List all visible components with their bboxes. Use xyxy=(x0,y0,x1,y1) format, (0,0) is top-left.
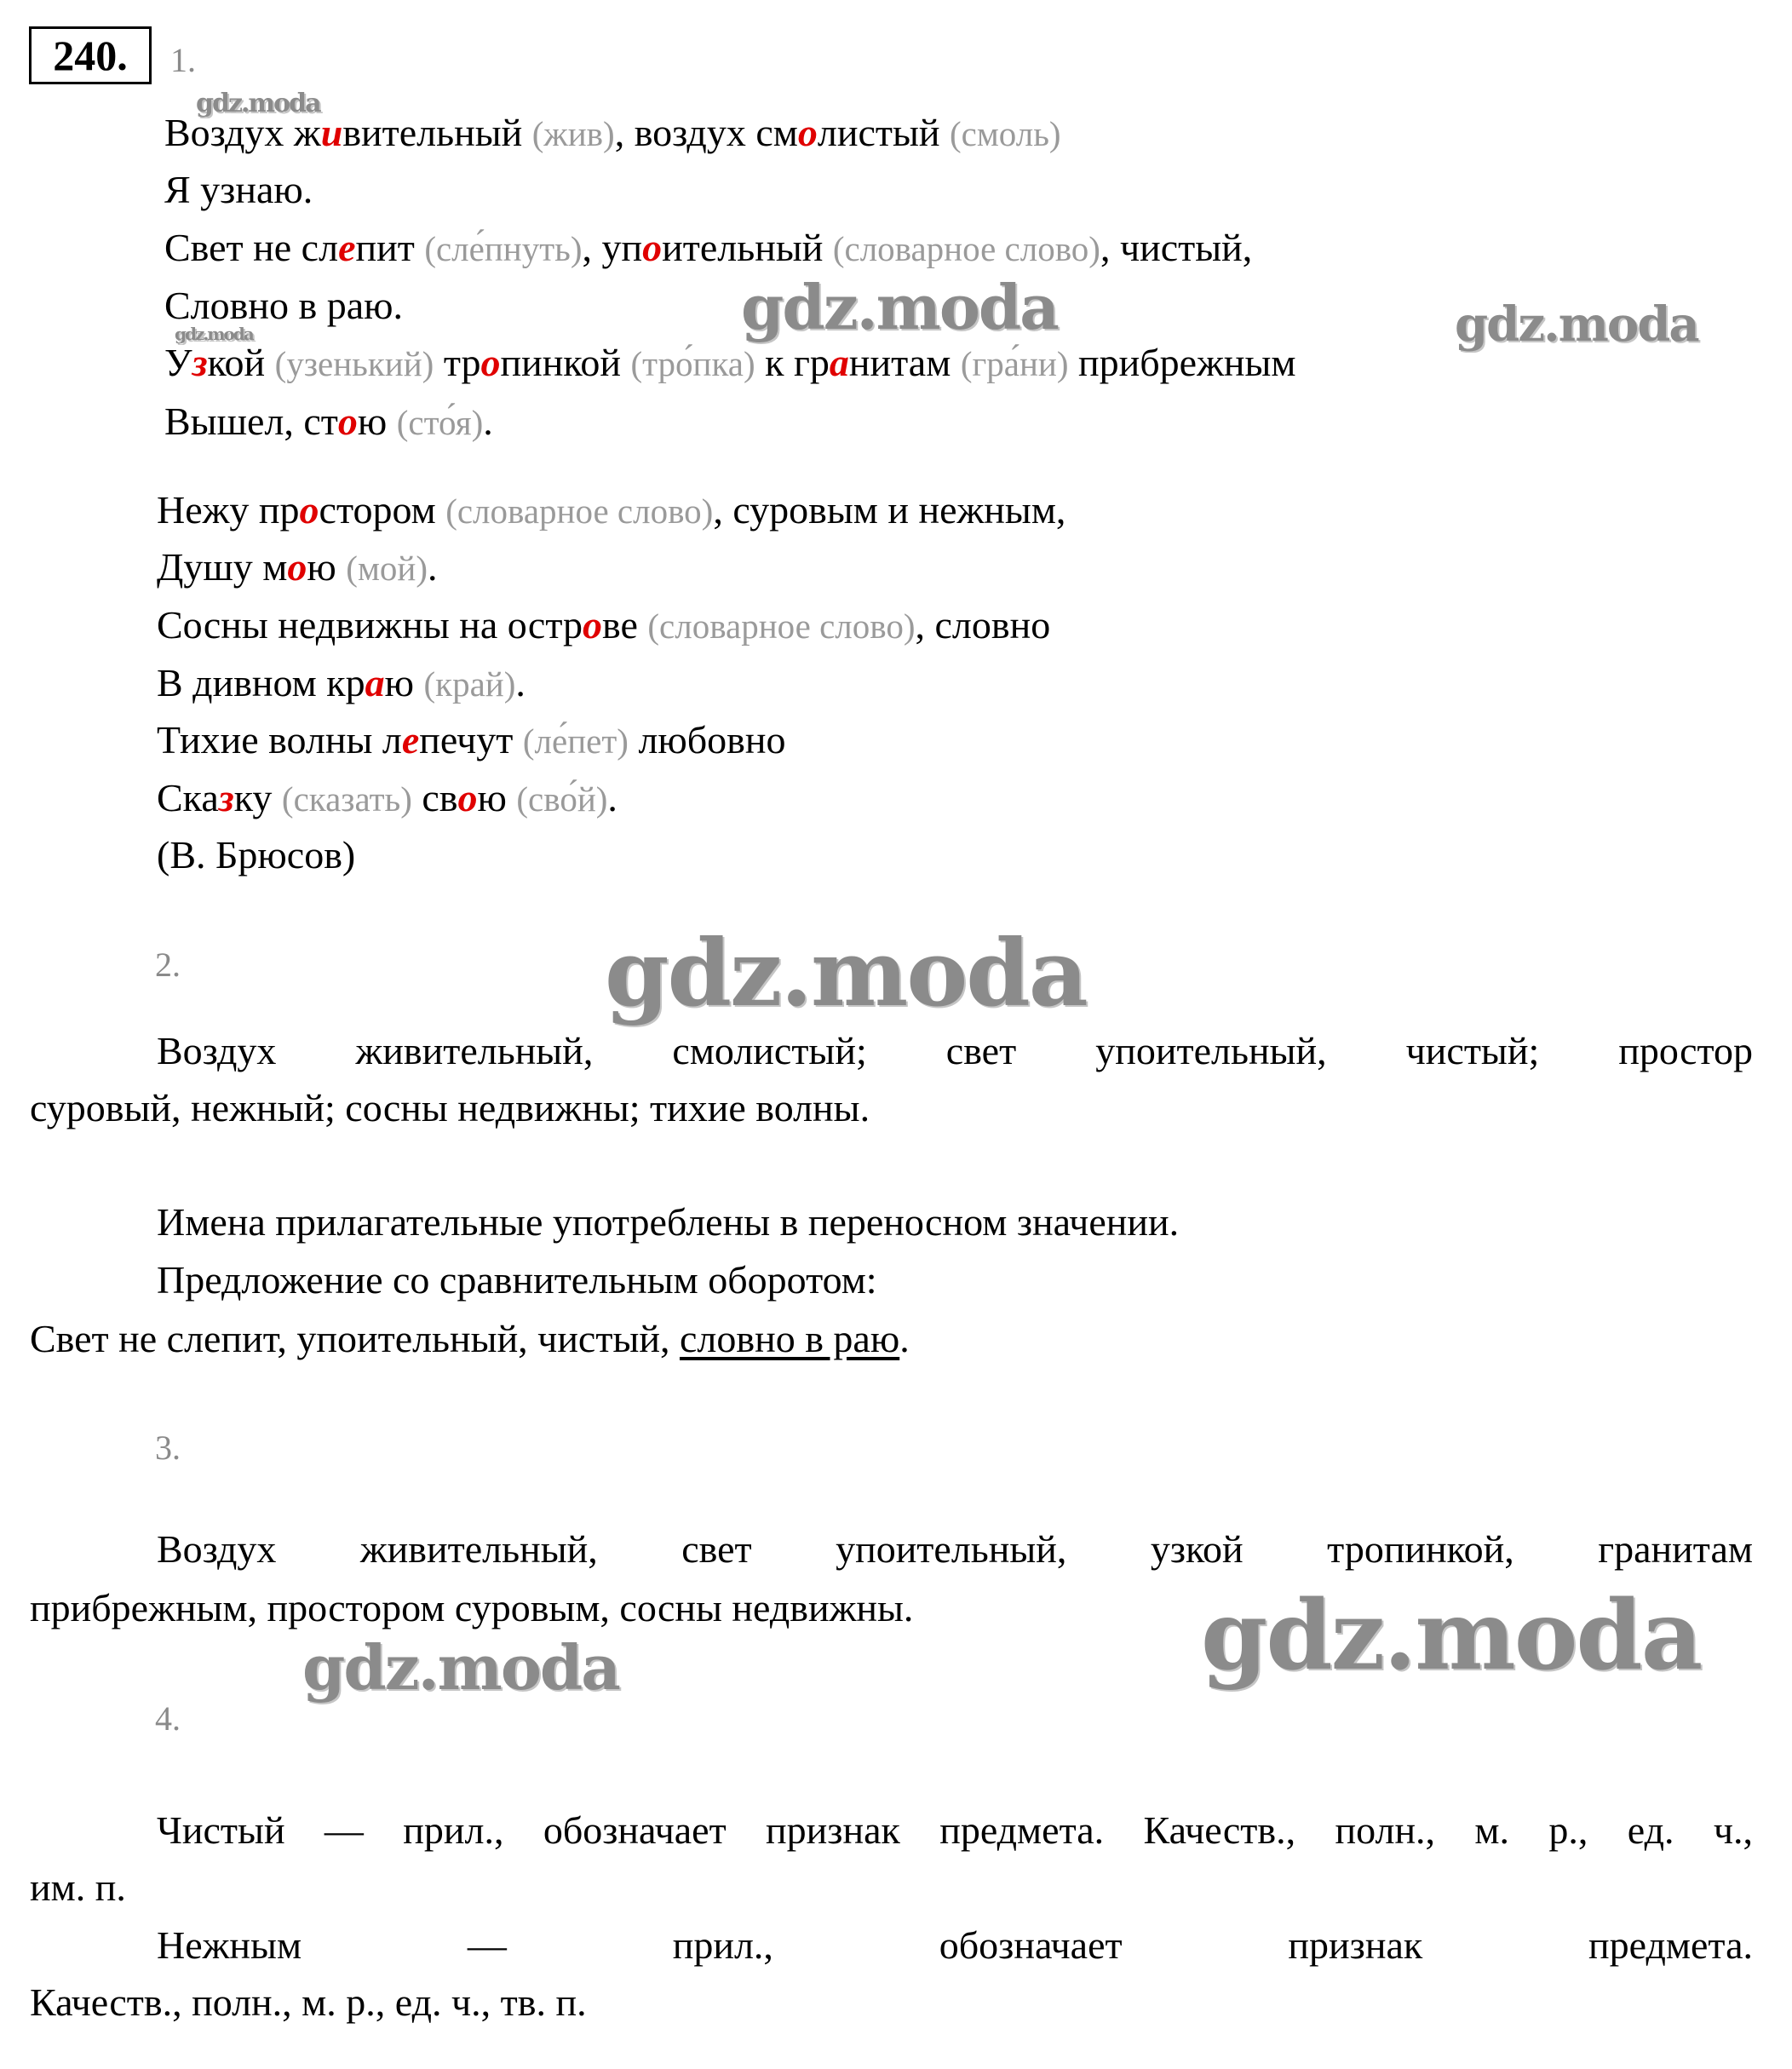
section-number-2: 2. xyxy=(155,945,181,984)
highlighted-letter: а xyxy=(829,341,849,384)
poem-text: Я узнаю. xyxy=(164,168,313,211)
check-word-hint: (узенький) xyxy=(274,344,434,383)
poem-text: , уп xyxy=(582,226,643,269)
poem-line xyxy=(164,334,1296,393)
poem-text: Свет не сл xyxy=(164,226,339,269)
watermark: gdz.moda xyxy=(605,920,1087,1027)
check-word-hint: (словарное слово) xyxy=(647,606,916,646)
poem-line xyxy=(157,538,438,597)
watermark: gdz.moda xyxy=(175,324,253,344)
poem-line xyxy=(157,711,786,770)
check-word-hint: (словарное слово) xyxy=(445,491,714,531)
poem-text: нитам xyxy=(848,341,961,384)
poem-text: . xyxy=(607,776,617,819)
poem-line xyxy=(164,393,493,451)
poem-text: , чистый, xyxy=(1100,226,1253,269)
highlighted-letter: о xyxy=(480,341,501,384)
poem-line xyxy=(164,161,313,219)
highlighted-letter: о xyxy=(457,776,478,819)
answer2-line5 xyxy=(30,1310,1753,1368)
answer2-line2: суровый, нежный; сосны недвижны; тихие волны. xyxy=(30,1086,870,1129)
watermark: gdz.moda xyxy=(196,89,320,118)
poem-text: Воздух ж xyxy=(164,111,321,154)
poem-text: Сосны недвижны на остр xyxy=(157,603,583,647)
poem-text: . xyxy=(483,399,493,443)
highlighted-letter: о xyxy=(337,399,358,443)
answer4-line2: им. п. xyxy=(30,1865,126,1909)
poem-text: листый xyxy=(817,111,950,154)
answer3-line1: Воздух живительный, свет упоительный, узкой тропинкой, гранитам xyxy=(157,1527,1753,1571)
poem-text: печут xyxy=(419,718,523,762)
poem-line xyxy=(157,596,1050,655)
highlighted-letter: з xyxy=(218,776,234,819)
section-number-3: 3. xyxy=(155,1428,181,1467)
section-number-1: 1. xyxy=(170,41,196,79)
watermark: gdz.moda xyxy=(1455,296,1698,353)
answer2-line1: Воздух живительный, смолистый; свет упоительный, чистый; простор xyxy=(157,1029,1753,1072)
highlighted-letter: о xyxy=(642,226,663,269)
poem-text: пит xyxy=(355,226,425,269)
exercise-number: 240. xyxy=(29,26,152,84)
check-word-hint: (тро́пка) xyxy=(630,344,755,383)
poem-text: ю xyxy=(357,399,397,443)
poem-text: св xyxy=(411,776,458,819)
answer4-line4: Качеств., полн., м. р., ед. ч., тв. п. xyxy=(30,1980,587,2024)
poem-text: Вышел, ст xyxy=(164,399,338,443)
answer4-line3: Нежным — прил., обозначает признак предмета. xyxy=(157,1923,1753,1967)
poem-text: ительный xyxy=(662,226,833,269)
poem-line xyxy=(164,219,1252,278)
answer2-line4: Предложение со сравнительным оборотом: xyxy=(157,1258,877,1302)
poem-text: кой xyxy=(207,341,275,384)
watermark: gdz.moda xyxy=(1201,1580,1702,1692)
poem-text: Тихие волны л xyxy=(157,718,402,762)
check-word-hint: (гра́ни) xyxy=(960,344,1069,383)
poem-text: . xyxy=(428,545,438,589)
section-number-4: 4. xyxy=(155,1699,181,1738)
poem-text: к гр xyxy=(755,341,830,384)
poem-text: , суровым и нежным, xyxy=(713,488,1066,532)
poem-text: У xyxy=(164,341,192,384)
poem-text: вительный xyxy=(342,111,532,154)
highlighted-letter: з xyxy=(192,341,208,384)
poem-text: (В. Брюсов) xyxy=(157,833,356,876)
poem-line xyxy=(157,769,617,828)
highlighted-letter: е xyxy=(401,718,420,762)
comparative-phrase: словно в раю xyxy=(679,1317,900,1360)
poem-text: Душу м xyxy=(157,545,288,589)
poem-text: любовно xyxy=(628,718,786,762)
check-word-hint: (сказать) xyxy=(281,779,412,819)
highlighted-letter: о xyxy=(287,545,307,589)
poem-text: стором xyxy=(319,488,446,532)
poem-text: прибрежным xyxy=(1068,341,1296,384)
answer2-line5-suffix: . xyxy=(899,1317,910,1360)
poem-text: Словно в раю. xyxy=(164,284,403,327)
check-word-hint: (мой) xyxy=(346,549,428,588)
answer2-line3: Имена прилагательные употреблены в переносном значении. xyxy=(157,1200,1180,1244)
poem-text: ю xyxy=(307,545,347,589)
check-word-hint: (сле́пнуть) xyxy=(424,229,583,268)
answer3-line2: прибрежным, простором суровым, сосны недвижны. xyxy=(30,1586,914,1629)
watermark: gdz.moda xyxy=(741,271,1058,343)
poem-text: тр xyxy=(434,341,481,384)
check-word-hint: (сво́й) xyxy=(516,779,608,819)
check-word-hint: (сто́я) xyxy=(396,403,484,442)
highlighted-letter: а xyxy=(365,661,385,704)
poem-text: пинкой xyxy=(500,341,631,384)
check-word-hint: (край) xyxy=(423,664,516,704)
poem-text: ку xyxy=(233,776,282,819)
check-word-hint: (смоль) xyxy=(950,114,1061,153)
highlighted-letter: о xyxy=(797,111,818,154)
poem-text: ве xyxy=(602,603,648,647)
poem-text: ю xyxy=(384,661,424,704)
check-word-hint: (словарное слово) xyxy=(832,229,1100,268)
poem-line xyxy=(157,654,526,713)
watermark: gdz.moda xyxy=(302,1631,619,1704)
poem-text: В дивном кр xyxy=(157,661,365,704)
poem-text: , словно xyxy=(915,603,1051,647)
poem-text: . xyxy=(515,661,526,704)
highlighted-letter: и xyxy=(320,111,343,154)
poem-text: Ска xyxy=(157,776,219,819)
highlighted-letter: о xyxy=(583,603,603,647)
poem-text: ю xyxy=(477,776,517,819)
poem-line xyxy=(157,481,1065,540)
highlighted-letter: е xyxy=(338,226,356,269)
check-word-hint: (ле́пет) xyxy=(522,721,629,761)
answer4-line1: Чистый — прил., обозначает признак предмета. Качеств., полн., м. р., ед. ч., xyxy=(157,1808,1753,1852)
poem-line xyxy=(157,826,355,884)
check-word-hint: (жив) xyxy=(531,114,615,153)
highlighted-letter: о xyxy=(299,488,319,532)
poem-text: Нежу пр xyxy=(157,488,300,532)
answer2-line5-prefix: Свет не слепит, упоительный, чистый, xyxy=(30,1317,680,1360)
poem-text: , воздух см xyxy=(614,111,798,154)
